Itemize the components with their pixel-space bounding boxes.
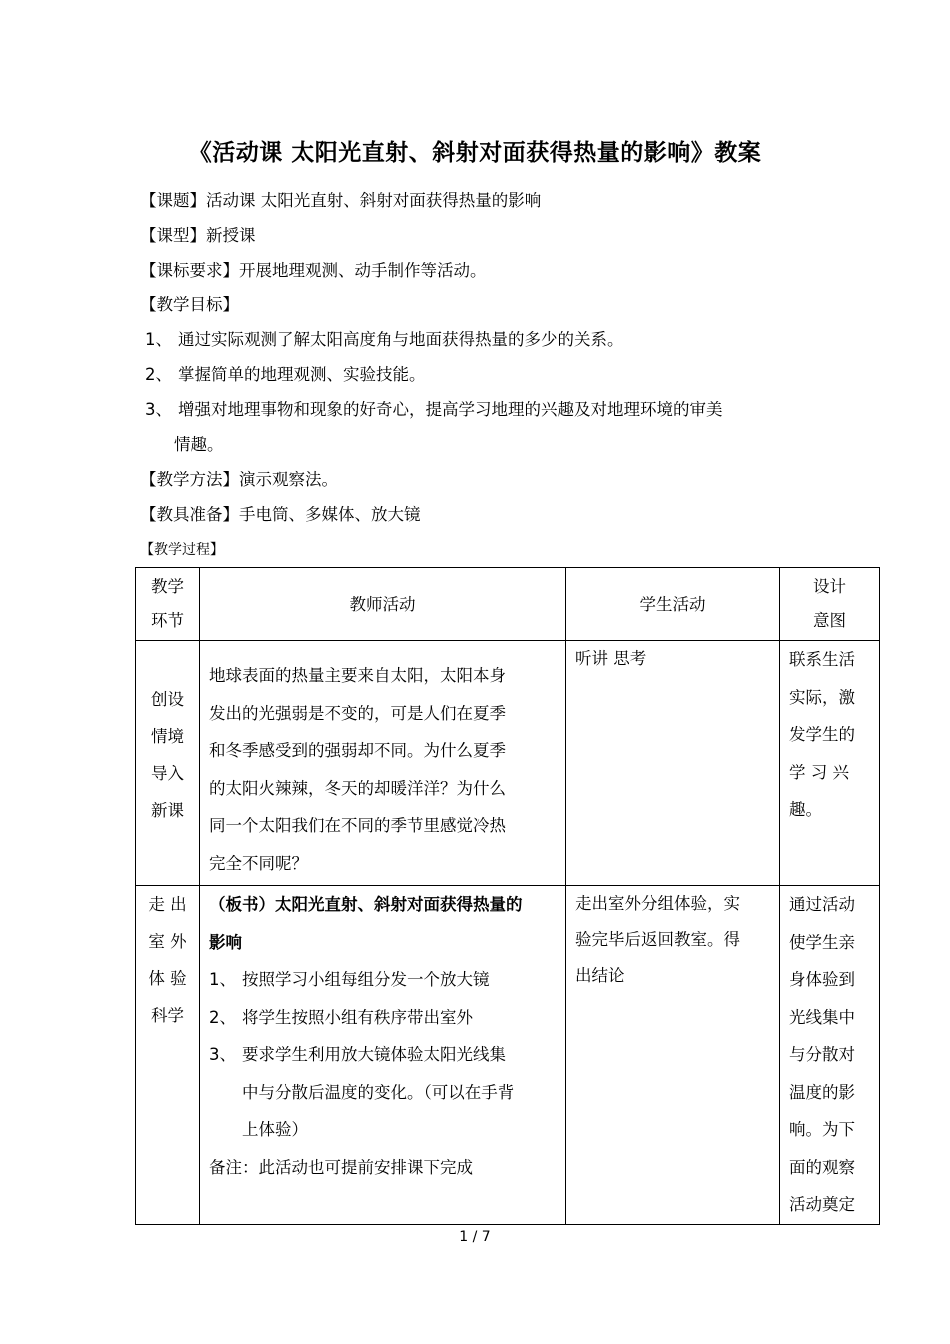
table-header-row bbox=[136, 568, 880, 641]
objective-item: 2、 掌握简单的地理观测、实验技能。 bbox=[145, 365, 426, 384]
header-stage: 教学 环节 bbox=[136, 568, 200, 641]
design-cell: 通过活动 使学生亲 身体验到 光线集中 与分散对 温度的影 响。为下 面的观察 活动奠定 bbox=[780, 886, 880, 1225]
page-number: 1 / 7 bbox=[459, 1229, 491, 1245]
method-line: 【教学方法】演示观察法。 bbox=[140, 470, 338, 489]
objective-item-continuation: 情趣。 bbox=[174, 435, 224, 454]
student-cell: 走出室外分组体验，实 验完毕后返回教室。得 出结论 bbox=[566, 886, 780, 1225]
teacher-cell: 地球表面的热量主要来自太阳，太阳本身 发出的光强弱是不变的，可是人们在夏季 和冬季感受到的强弱却不同。为什么夏季 的太阳火辣辣，冬天的却暖洋洋？为什么 同一个太阳我们在不同的季节里感觉冷热 完全不同呢？ bbox=[200, 641, 566, 886]
header-student: 学生活动 bbox=[566, 568, 780, 641]
tools-line: 【教具准备】手电筒、多媒体、放大镜 bbox=[140, 505, 421, 524]
objective-item: 1、 通过实际观测了解太阳高度角与地面获得热量的多少的关系。 bbox=[145, 330, 624, 349]
design-cell: 联系生活 实际，激 发学生的 学 习 兴 趣。 bbox=[780, 641, 880, 886]
header-design: 设计 意图 bbox=[780, 568, 880, 641]
objectives-heading: 【教学目标】 bbox=[140, 295, 239, 314]
teaching-process-table bbox=[135, 567, 880, 1225]
header-teacher: 教师活动 bbox=[200, 568, 566, 641]
curriculum-line: 【课标要求】开展地理观测、动手制作等活动。 bbox=[140, 261, 487, 280]
page-title: 《活动课 太阳光直射、斜射对面获得热量的影响》教案 bbox=[188, 140, 762, 166]
stage-cell: 走 出 室 外 体 验 科学 bbox=[136, 886, 200, 1225]
process-heading: 【教学过程】 bbox=[140, 542, 224, 558]
topic-line: 【课题】活动课 太阳光直射、斜射对面获得热量的影响 bbox=[140, 191, 542, 210]
student-cell: 听讲 思考 bbox=[566, 641, 780, 886]
stage-cell: 创设 情境 导入 新课 bbox=[136, 641, 200, 886]
teacher-cell: （板书）太阳光直射、斜射对面获得热量的 影响 1、 按照学习小组每组分发一个放大镜 2、 将学生按照小组有秩序带出室外 3、 要求学生利用放大镜体验太阳光线集 中与分散后温度的变化。（可以在手背 上体验） 备注：此活动也可提前安排课下完成 bbox=[200, 886, 566, 1225]
lesson-type-line: 【课型】新授课 bbox=[140, 226, 256, 245]
table-row bbox=[136, 886, 880, 1225]
objective-item: 3、 增强对地理事物和现象的好奇心，提高学习地理的兴趣及对地理环境的审美 bbox=[145, 400, 723, 419]
table-row bbox=[136, 641, 880, 886]
